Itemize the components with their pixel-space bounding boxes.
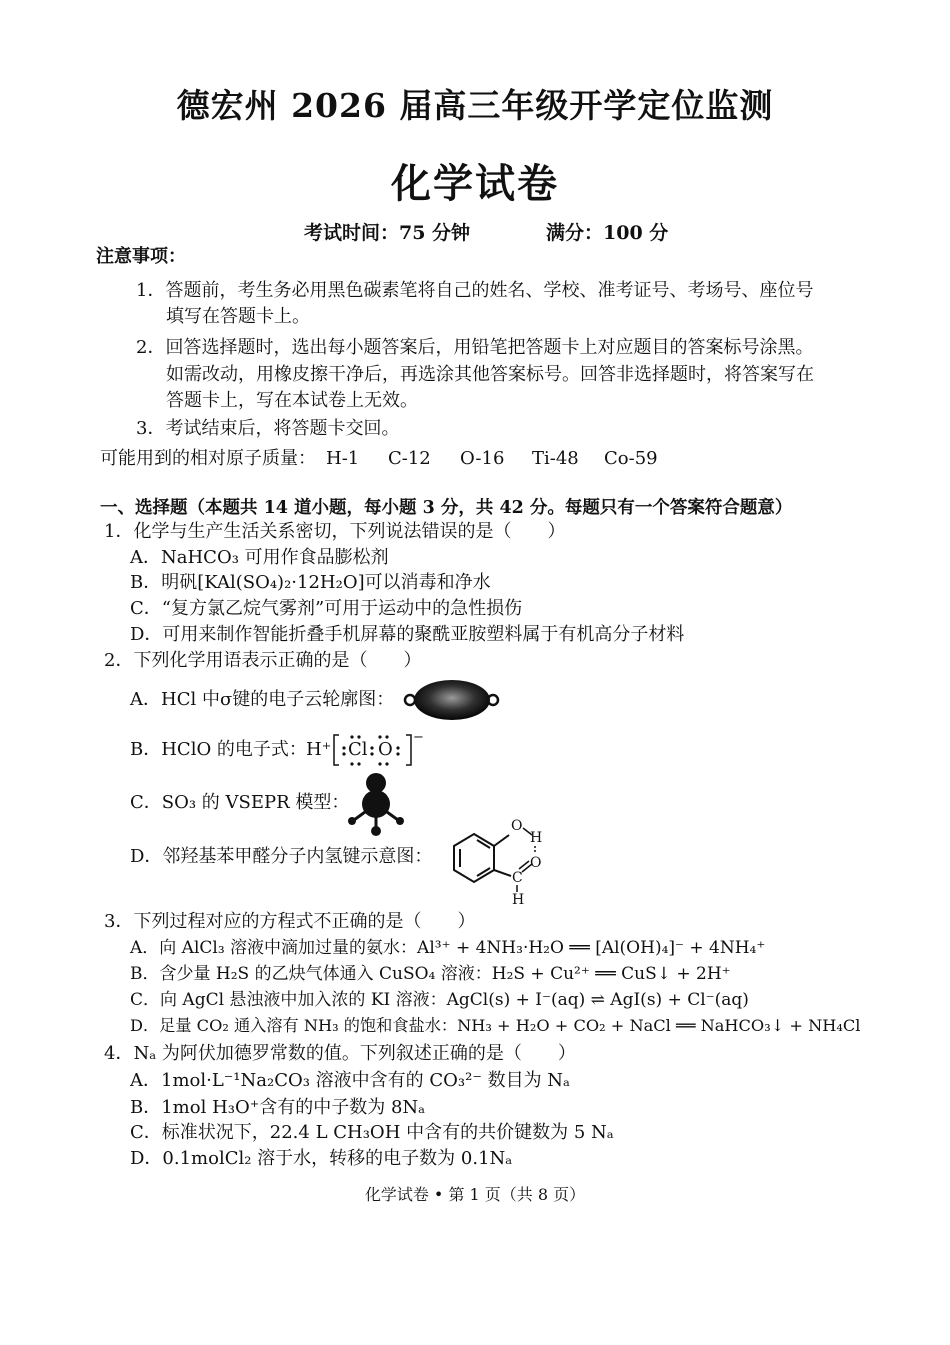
notice-item: 2．回答选择题时，选出每小题答案后，用铅笔把答题卡上对应题目的答案标号涂黑。 — [136, 337, 814, 358]
question-stem: 2．下列化学用语表示正确的是（ ） — [104, 650, 422, 671]
exam-time: 考试时间：75 分钟 — [304, 222, 471, 244]
question-stem: 1．化学与生产生活关系密切，下列说法错误的是（ ） — [104, 521, 566, 542]
notice-item: 填写在答题卡上。 — [166, 306, 310, 327]
atomic-mass: Co-59 — [604, 448, 658, 469]
page-footer: 化学试卷 • 第 1 页（共 8 页） — [364, 1185, 586, 1204]
option-a: A．1mol·L⁻¹Na₂CO₃ 溶液中含有的 CO₃²⁻ 数目为 Nₐ — [130, 1070, 570, 1091]
atomic-mass: H-1 — [326, 448, 360, 469]
option-d: D．邻羟基苯甲醛分子内氢键示意图： — [130, 846, 433, 867]
notice-heading: 注意事项： — [96, 246, 186, 267]
electron-formula-charge: − — [413, 730, 424, 745]
option-b: B．HClO 的电子式： — [130, 739, 307, 760]
option-b: B．1mol H₃O⁺含有的中子数为 8Nₐ — [130, 1097, 426, 1118]
hbond-label-o1: O — [511, 818, 523, 834]
full-score: 满分：100 分 — [546, 222, 669, 244]
option-a: A．NaHCO₃ 可用作食品膨松剂 — [130, 547, 389, 568]
option-a: A．向 AlCl₃ 溶液中滴加过量的氨水：Al³⁺ + 4NH₃·H₂O ══ [Al(OH)₄]⁻ + 4NH₄⁺ — [130, 938, 766, 958]
atomic-mass: C-12 — [388, 448, 431, 469]
hbond-label-c: C — [512, 870, 523, 886]
hbond-label-o2: O — [530, 855, 542, 871]
subject-title: 化学试卷 — [391, 160, 559, 207]
option-c: C．“复方氯乙烷气雾剂”可用于运动中的急性损伤 — [130, 598, 523, 619]
electron-formula-o: O — [378, 739, 393, 760]
electron-formula-cl: Cl — [348, 739, 368, 760]
option-d: D．足量 CO₂ 通入溶有 NH₃ 的饱和食盐水：NH₃ + H₂O + CO₂ + NaCl ══ NaHCO₃↓ + NH₄Cl — [130, 1016, 861, 1035]
notice-item: 3．考试结束后，将答题卡交回。 — [136, 418, 400, 439]
question-stem: 4．Nₐ 为阿伏加德罗常数的值。下列叙述正确的是（ ） — [104, 1043, 576, 1064]
notice-item: 如需改动，用橡皮擦干净后，再选涂其他答案标号。回答非选择题时，将答案写在 — [166, 364, 814, 385]
option-a: A．HCl 中σ键的电子云轮廓图： — [130, 689, 395, 710]
exam-title: 德宏州 2026 届高三年级开学定位监测 — [176, 86, 774, 125]
so3-vsepr-model-figure — [344, 770, 408, 838]
notice-item: 答题卡上，写在本试卷上无效。 — [166, 390, 418, 411]
option-c: C．向 AgCl 悬浊液中加入浓的 KI 溶液：AgCl(s) + I⁻(aq) ⇌ AgI(s) + Cl⁻(aq) — [130, 990, 749, 1010]
section-heading: 一、选择题（本题共 14 道小题，每小题 3 分，共 42 分。每题只有一个答案符合题意） — [100, 498, 793, 518]
question-stem: 3．下列过程对应的方程式不正确的是（ ） — [104, 911, 476, 932]
hbond-label-h2: H — [512, 892, 525, 908]
atomic-mass: Ti-48 — [532, 448, 579, 469]
option-d: D．0.1molCl₂ 溶于水，转移的电子数为 0.1Nₐ — [130, 1148, 513, 1169]
option-d: D．可用来制作智能折叠手机屏幕的聚酰亚胺塑料属于有机高分子材料 — [130, 624, 685, 645]
option-c: C．标准状况下，22.4 L CH₃OH 中含有的共价键数为 5 Nₐ — [130, 1122, 614, 1143]
electron-formula-h: H⁺ — [306, 739, 332, 760]
atomic-mass-label: 可能用到的相对原子质量： — [100, 448, 316, 469]
notice-item: 1．答题前，考生务必用黑色碳素笔将自己的姓名、学校、准考证号、考场号、座位号 — [136, 280, 814, 301]
hbond-label-h1: H — [530, 830, 543, 846]
hclo-electron-formula — [306, 730, 426, 770]
option-b: B．明矾[KAl(SO₄)₂·12H₂O]可以消毒和净水 — [130, 572, 491, 593]
option-c: C．SO₃ 的 VSEPR 模型： — [130, 792, 350, 813]
sigma-bond-cloud-figure — [402, 678, 502, 722]
atomic-mass: O-16 — [460, 448, 505, 469]
option-b: B．含少量 H₂S 的乙炔气体通入 CuSO₄ 溶液：H₂S + Cu²⁺ ══ CuS↓ + 2H⁺ — [130, 964, 731, 984]
